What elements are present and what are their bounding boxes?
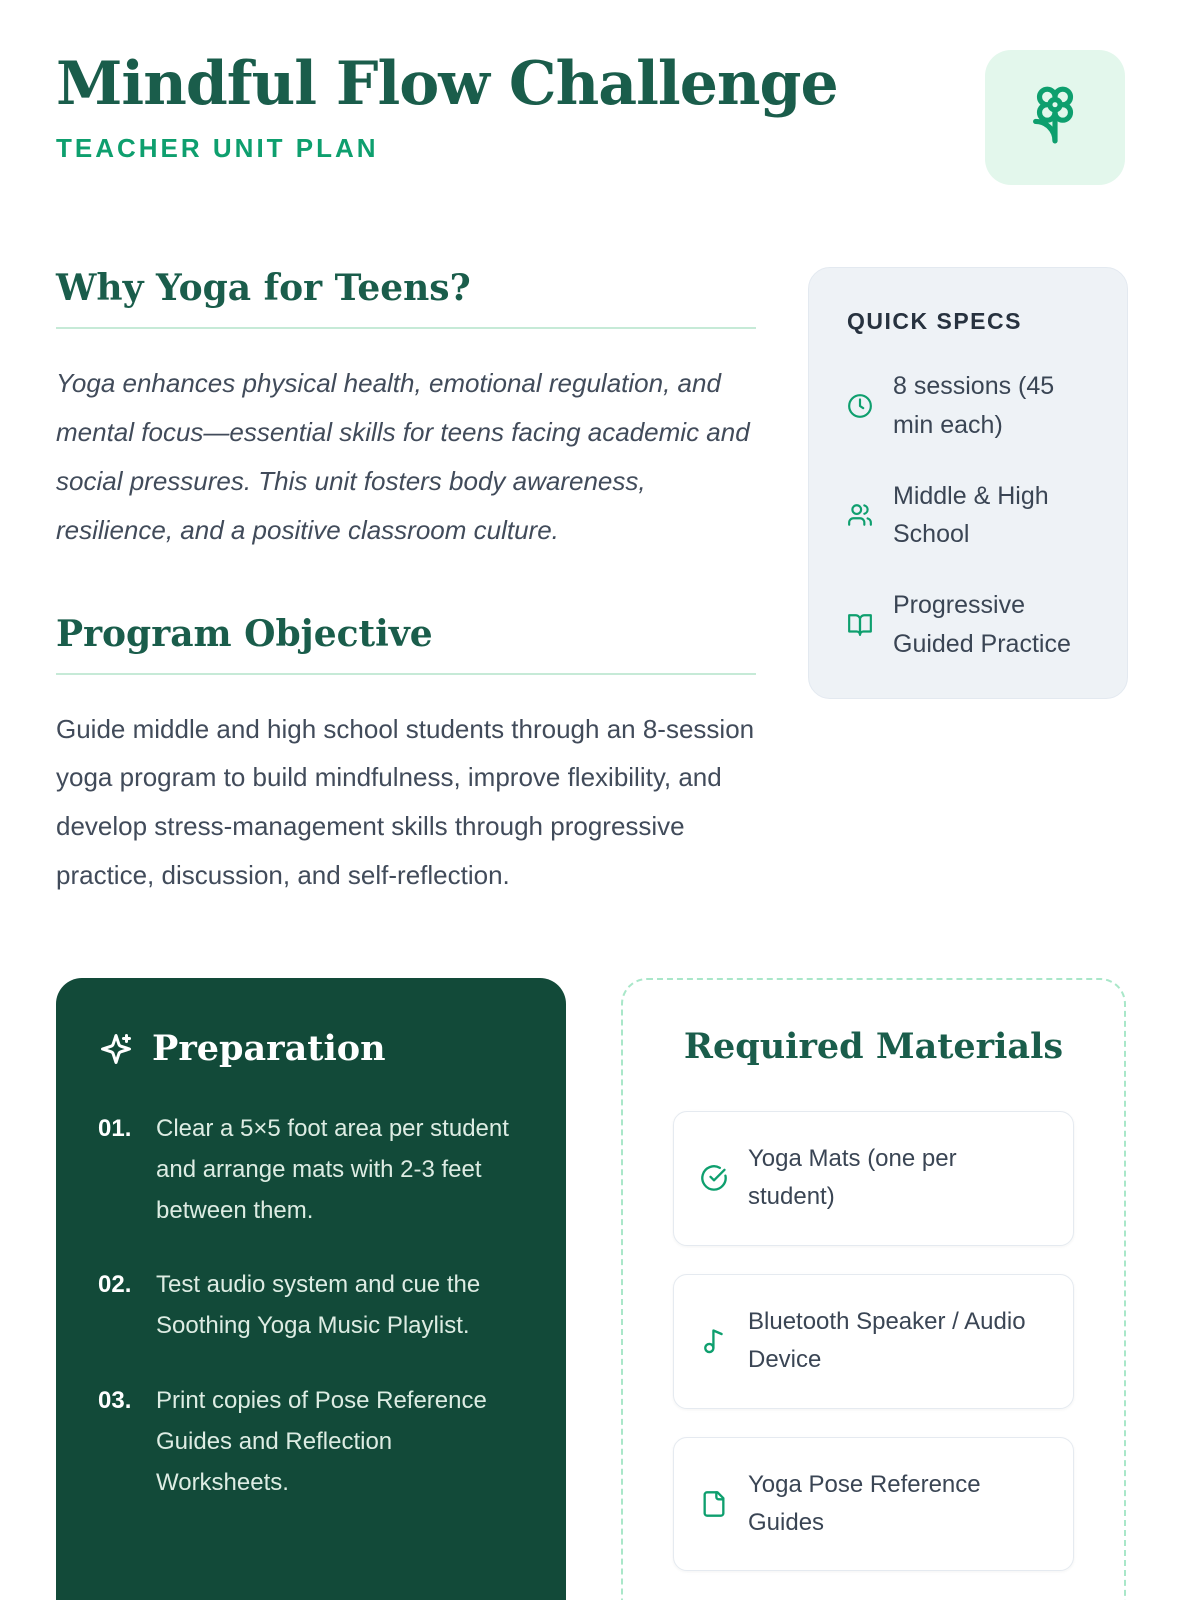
material-item-yoga-mats <box>673 1111 1074 1246</box>
section-divider <box>56 673 756 675</box>
program-objective-paragraph: Guide middle and high school students through an 8-session yoga program to build mindfulness, improve flexibility, and develop stress-management skills through progressive practice, discussion, and self-reflection. <box>56 713 755 891</box>
logo-tile <box>985 50 1125 185</box>
material-item-speaker <box>673 1274 1074 1409</box>
flower-icon <box>1024 84 1086 151</box>
spec-label: Progressive Guided Practice <box>893 591 1071 658</box>
page-header <box>56 50 1125 185</box>
prep-step <box>98 1265 524 1347</box>
required-materials-card <box>621 978 1126 1600</box>
preparation-card <box>56 978 566 1600</box>
preparation-heading: Preparation <box>152 1028 386 1069</box>
prep-step-number: 02. <box>98 1271 132 1299</box>
spec-item-practice-type <box>847 586 1093 664</box>
material-label: Bluetooth Speaker / Audio Device <box>748 1307 1026 1374</box>
main-column <box>56 267 756 900</box>
section-divider <box>56 327 756 329</box>
spec-label: Middle & High School <box>893 481 1049 549</box>
page-title: Mindful Flow Challenge <box>56 49 838 119</box>
material-label: Yoga Mats (one per student) <box>748 1145 957 1211</box>
spec-item-grade-level <box>847 477 1093 555</box>
program-objective-heading: Program Objective <box>56 612 433 655</box>
sparkles-icon <box>98 1031 134 1067</box>
content-row <box>56 267 1125 900</box>
prep-step-text: Print copies of Pose Reference Guides and Reflection Worksheets. <box>156 1386 487 1496</box>
file-icon <box>700 1490 728 1518</box>
material-label: Yoga Pose Reference Guides <box>748 1470 981 1536</box>
music-note-icon <box>700 1327 728 1355</box>
quick-specs-card <box>808 267 1128 699</box>
clock-icon <box>847 393 873 419</box>
check-circle-icon <box>700 1164 728 1192</box>
bottom-row <box>56 978 1125 1600</box>
quick-specs-heading: QUICK SPECS <box>847 308 1022 334</box>
users-icon <box>847 502 873 528</box>
aside-column <box>808 267 1128 900</box>
page-subtitle: TEACHER UNIT PLAN <box>56 133 379 163</box>
why-yoga-paragraph: Yoga enhances physical health, emotional regulation, and mental focus—essential skills for teens facing academic and social pressures. This unit fosters body awareness, resilience, and a positive classroom culture. <box>56 368 750 545</box>
spec-item-sessions <box>847 367 1093 445</box>
preparation-header <box>98 1028 524 1069</box>
title-block <box>56 50 838 164</box>
required-materials-heading: Required Materials <box>683 1026 1064 1067</box>
why-yoga-heading: Why Yoga for Teens? <box>56 267 471 309</box>
prep-step <box>98 1109 524 1231</box>
spec-label: 8 sessions (45 min each) <box>893 372 1055 439</box>
book-open-icon <box>847 612 873 638</box>
prep-step-text: Test audio system and cue the Soothing Yoga Music Playlist. <box>156 1271 481 1340</box>
prep-step-text: Clear a 5×5 foot area per student and arrange mats with 2-3 feet between them. <box>156 1115 509 1224</box>
prep-step <box>98 1381 524 1503</box>
prep-step-number: 03. <box>98 1386 132 1414</box>
material-item-pose-guides <box>673 1437 1074 1572</box>
prep-step-number: 01. <box>98 1115 132 1142</box>
